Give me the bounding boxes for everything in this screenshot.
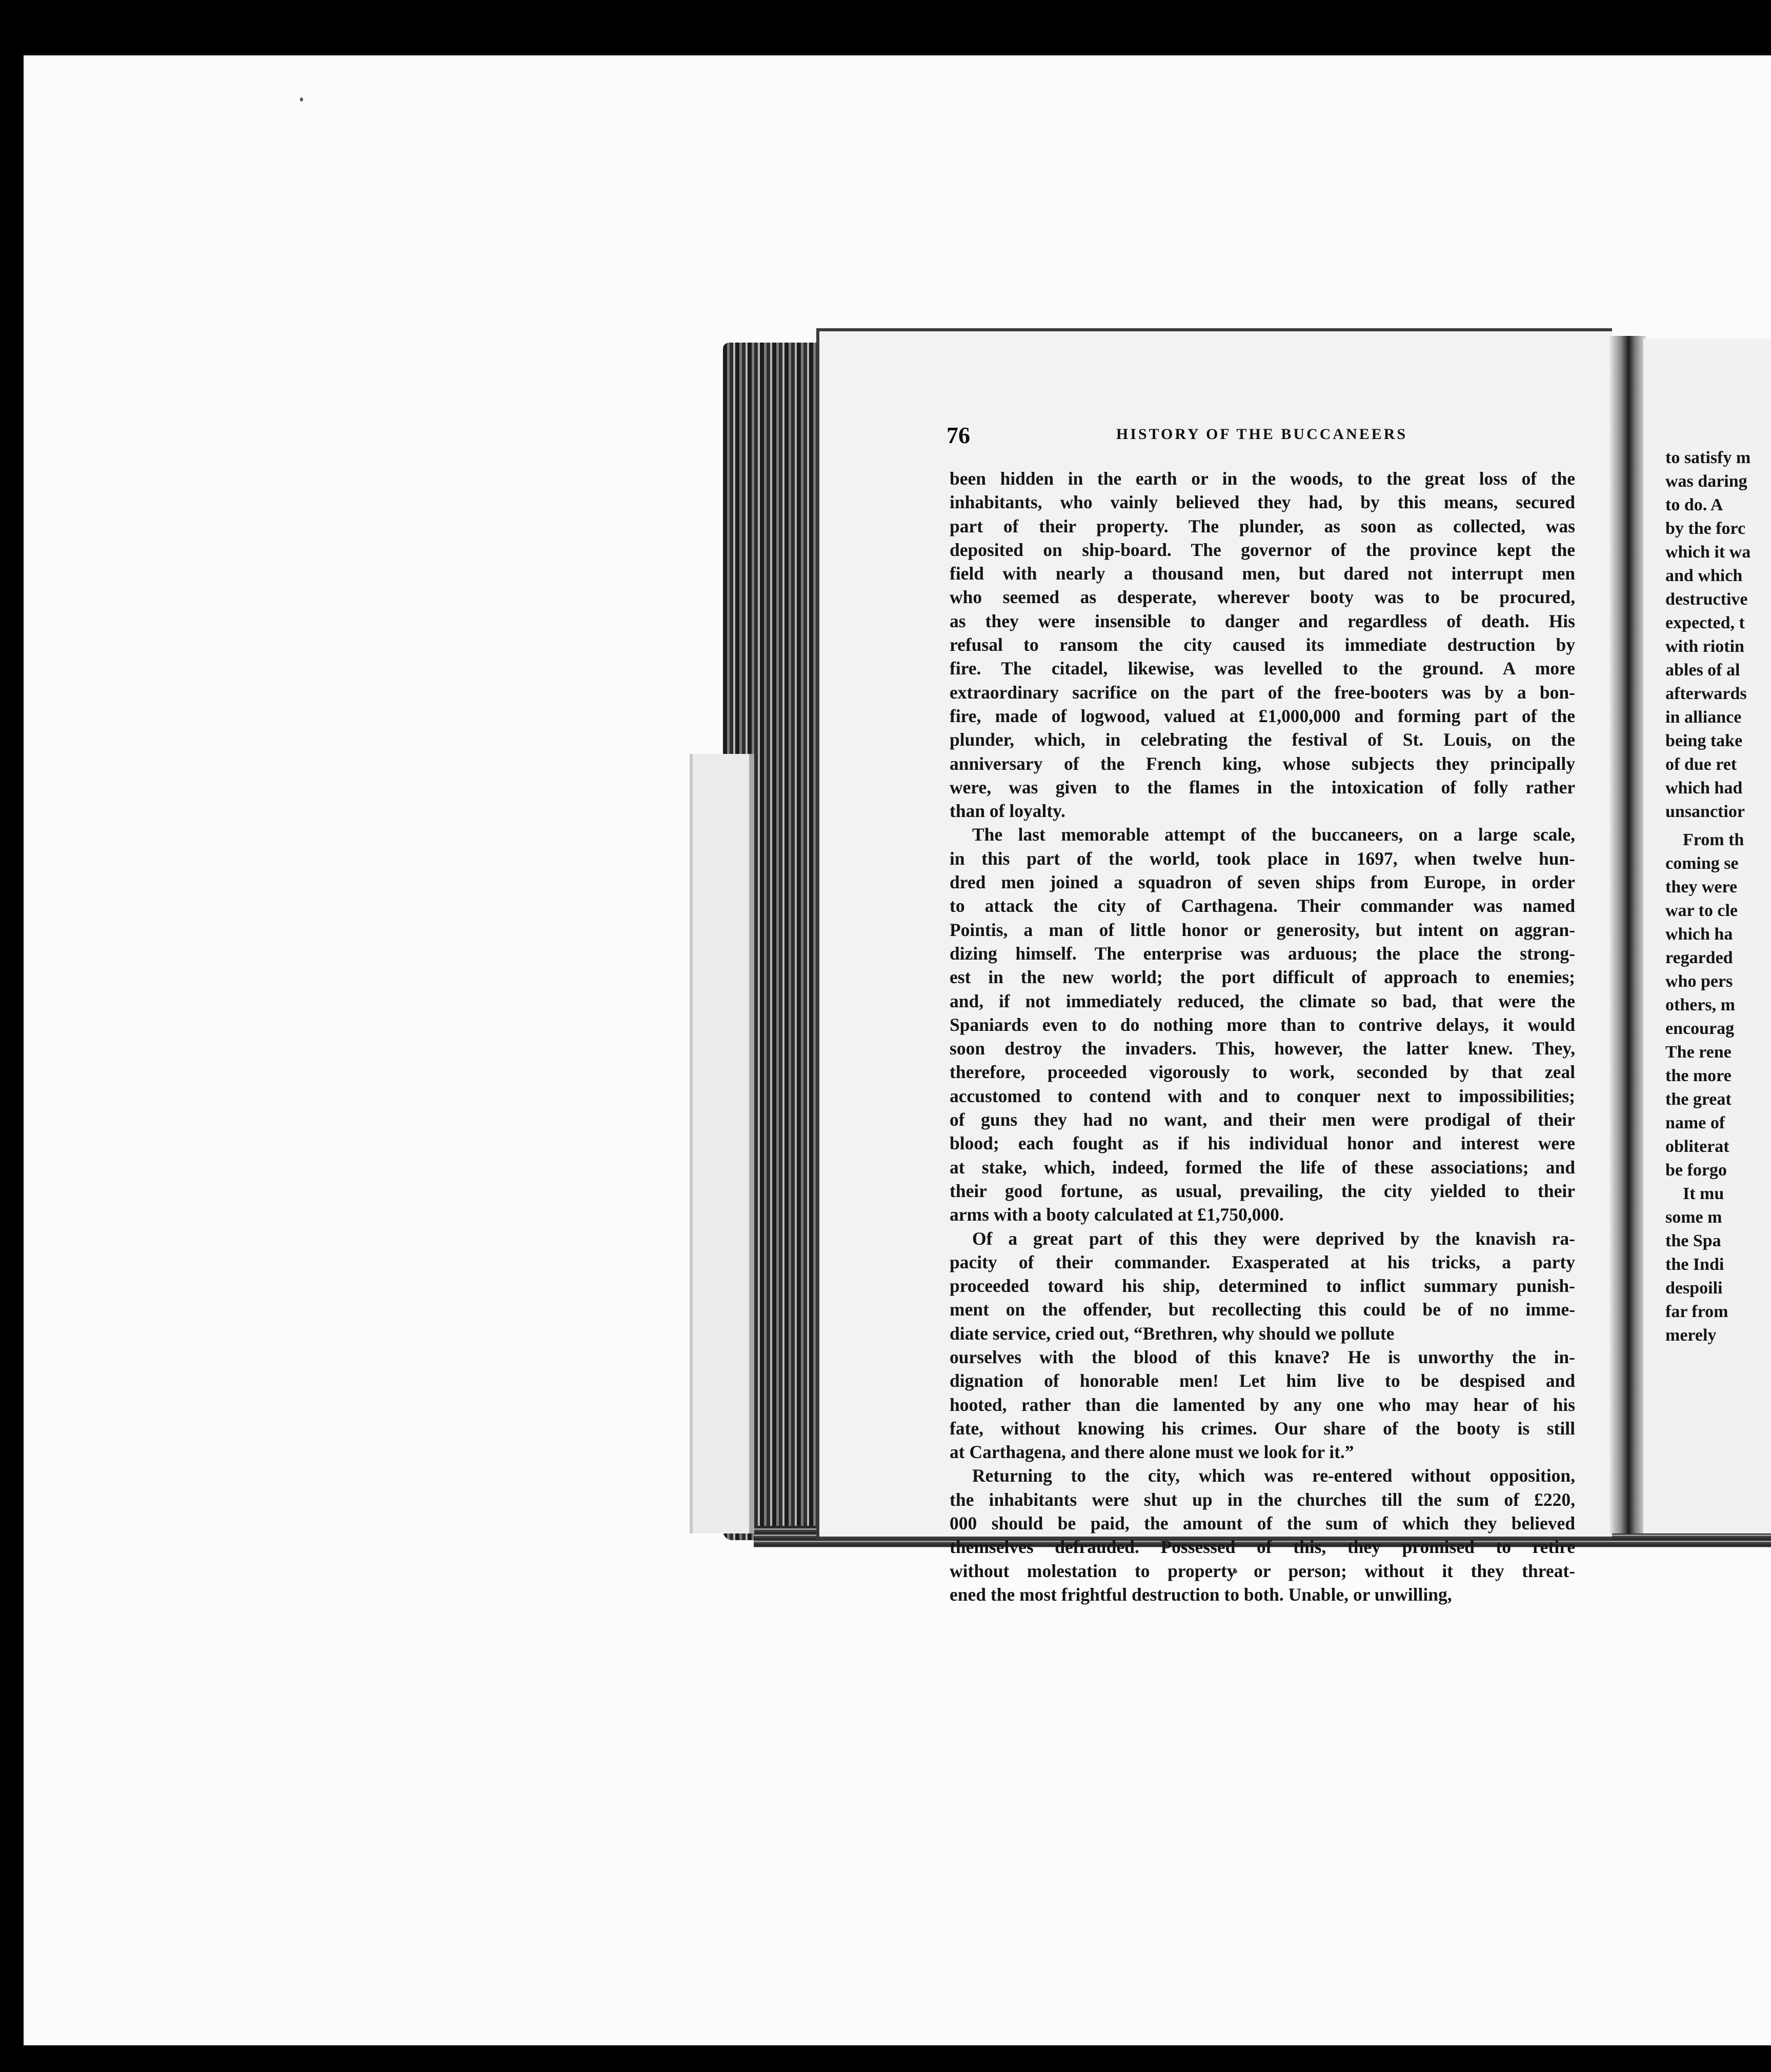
text-line: blood; each fought as if his individual honor and interest were bbox=[950, 1133, 1575, 1154]
text-line: far from bbox=[1665, 1302, 1728, 1321]
text-line: were, was given to the flames in the intoxication of folly rather bbox=[950, 776, 1575, 798]
text-line: to attack the city of Carthagena. Their commander was named bbox=[950, 895, 1575, 917]
text-line: at stake, which, indeed, formed the life of these associations; and bbox=[950, 1157, 1575, 1178]
text-line: encourag bbox=[1665, 1019, 1735, 1038]
paper-slip bbox=[690, 754, 754, 1533]
text-line: others, m bbox=[1665, 995, 1735, 1014]
text-line: proceeded toward his ship, determined to inflict summary punish- bbox=[950, 1276, 1575, 1297]
text-line: It mu bbox=[1683, 1184, 1724, 1203]
text-line: coming se bbox=[1665, 854, 1739, 873]
right-page-text-top bbox=[1665, 446, 1750, 824]
text-line: be forgo bbox=[1665, 1161, 1727, 1180]
text-line: and which bbox=[1665, 566, 1743, 585]
text-line: ened the most frightful destruction to both. Unable, or unwilling, bbox=[950, 1584, 1452, 1605]
text-line: who pers bbox=[1665, 972, 1733, 991]
text-line: dignation of honorable men! Let him live to be despised and bbox=[950, 1370, 1575, 1391]
text-line: soon destroy the invaders. This, however, the latter knew. They, bbox=[950, 1038, 1575, 1059]
text-line: regarded bbox=[1665, 948, 1733, 967]
text-line: accustomed to contend with and to conquer next to impossibilities; bbox=[950, 1085, 1575, 1106]
text-line: hooted, rather than die lamented by any one who may hear of his bbox=[950, 1394, 1575, 1415]
text-line: The last memorable attempt of the buccaneers, on a large scale, bbox=[972, 824, 1575, 845]
text-line: inhabitants, who vainly believed they had, by this means, secured bbox=[950, 492, 1575, 513]
text-line: their good fortune, as usual, prevailing, the city yielded to their bbox=[950, 1180, 1575, 1201]
right-page-text-mid bbox=[1665, 828, 1744, 1182]
text-line: to do. A bbox=[1665, 495, 1723, 514]
text-line: as they were insensible to danger and regardless of death. His bbox=[950, 610, 1575, 631]
text-line: The rene bbox=[1665, 1043, 1732, 1062]
text-line: in alliance bbox=[1665, 708, 1742, 727]
text-line: the great bbox=[1665, 1090, 1732, 1109]
text-line: expected, t bbox=[1665, 613, 1745, 632]
text-line: name of bbox=[1665, 1113, 1725, 1132]
text-line: dizing himself. The enterprise was arduous; the place the strong- bbox=[950, 943, 1575, 964]
right-page-text-bottom bbox=[1665, 1182, 1728, 1347]
text-line: From th bbox=[1683, 830, 1744, 849]
text-line: unsanctior bbox=[1665, 802, 1745, 821]
page-header bbox=[947, 421, 1577, 446]
text-line: they were bbox=[1665, 878, 1738, 896]
text-line: at Carthagena, and there alone must we look for it.” bbox=[950, 1442, 1354, 1463]
text-line: without molestation to property or person; without it they threat- bbox=[950, 1560, 1575, 1581]
text-line: who seemed as desperate, wherever booty was to be procured, bbox=[950, 587, 1575, 608]
text-line: with riotin bbox=[1665, 637, 1744, 656]
text-line: the Indi bbox=[1665, 1255, 1724, 1274]
text-line: of due ret bbox=[1665, 755, 1737, 774]
text-line: than of loyalty. bbox=[950, 801, 1065, 822]
text-line: therefore, proceeded vigorously to work, seconded by that zeal bbox=[950, 1062, 1575, 1083]
text-line: ables of al bbox=[1665, 661, 1740, 680]
text-line: fire, made of logwood, valued at £1,000,000 and forming part of the bbox=[950, 705, 1575, 726]
text-line: Of a great part of this they were deprived by the knavish ra- bbox=[972, 1228, 1575, 1249]
text-line: Returning to the city, which was re-entered without opposition, bbox=[972, 1465, 1575, 1486]
text-line: anniversary of the French king, whose subjects they principally bbox=[950, 753, 1575, 774]
text-line: obliterat bbox=[1665, 1137, 1729, 1156]
text-line: in this part of the world, took place in 1697, when twelve hun- bbox=[950, 848, 1575, 869]
text-line: themselves defrauded. Possessed of this, they promised to retire bbox=[950, 1537, 1575, 1558]
text-line: extraordinary sacrifice on the part of the free-booters was by a bon- bbox=[950, 682, 1575, 703]
text-line: est in the new world; the port difficult of approach to enemies; bbox=[950, 967, 1575, 988]
text-line: fire. The citadel, likewise, was levelled to the ground. A more bbox=[950, 658, 1575, 679]
text-line: part of their property. The plunder, as soon as collected, was bbox=[950, 515, 1575, 536]
text-line: been hidden in the earth or in the woods, to the great loss of the bbox=[950, 468, 1575, 489]
text-line: Spaniards even to do nothing more than to contrive delays, it would bbox=[950, 1014, 1575, 1035]
text-line: the more bbox=[1665, 1066, 1732, 1085]
text-line: of guns they had no want, and their men were prodigal of their bbox=[950, 1109, 1575, 1130]
text-line: fate, without knowing his crimes. Our share of the booty is still bbox=[950, 1418, 1575, 1439]
text-line: refusal to ransom the city caused its immediate destruction by bbox=[950, 634, 1575, 655]
text-line: deposited on ship-board. The governor of the province kept the bbox=[950, 539, 1575, 560]
text-line: which had bbox=[1665, 779, 1743, 798]
book-gutter bbox=[1610, 336, 1646, 1533]
text-line: destructive bbox=[1665, 590, 1748, 609]
text-line: the Spa bbox=[1665, 1231, 1721, 1250]
text-line: some m bbox=[1665, 1208, 1722, 1227]
text-line: dred men joined a squadron of seven ships from Europe, in order bbox=[950, 872, 1575, 893]
text-line: being take bbox=[1665, 731, 1743, 750]
text-line: 000 should be paid, the amount of the sum of which they believed bbox=[950, 1513, 1575, 1534]
text-line: pacity of their commander. Exasperated at his tricks, a party bbox=[950, 1251, 1575, 1272]
text-line: merely bbox=[1665, 1326, 1717, 1345]
text-line: which ha bbox=[1665, 925, 1733, 944]
text-line: arms with a booty calculated at £1,750,000. bbox=[950, 1204, 1284, 1225]
running-head: HISTORY OF THE BUCCANEERS bbox=[1116, 426, 1408, 443]
text-line: plunder, which, in celebrating the festival of St. Louis, on the bbox=[950, 729, 1575, 750]
text-line: to satisfy m bbox=[1665, 448, 1751, 467]
text-line: field with nearly a thousand men, but dared not interrupt men bbox=[950, 563, 1575, 584]
text-line: despoili bbox=[1665, 1279, 1723, 1298]
text-line: war to cle bbox=[1665, 901, 1738, 920]
text-line: afterwards bbox=[1665, 684, 1747, 703]
text-line: by the forc bbox=[1665, 519, 1746, 538]
left-page-text bbox=[950, 467, 1575, 1606]
text-line: and, if not immediately reduced, the climate so bad, that were the bbox=[950, 990, 1575, 1011]
text-line: Pointis, a man of little honor or generosity, but intent on aggran- bbox=[950, 919, 1575, 940]
text-line: the inhabitants were shut up in the churches till the sum of £220, bbox=[950, 1489, 1575, 1510]
text-line: which it wa bbox=[1665, 543, 1751, 562]
text-line: was daring bbox=[1665, 472, 1747, 491]
text-line: ment on the offender, but recollecting this could be of no imme- bbox=[950, 1299, 1575, 1320]
text-line: diate service, cried out, “Brethren, why should we pollute bbox=[950, 1323, 1395, 1344]
dust-speck bbox=[300, 97, 303, 102]
page-number: 76 bbox=[947, 422, 970, 448]
text-line: ourselves with the blood of this knave? He is unworthy the in- bbox=[950, 1346, 1575, 1367]
